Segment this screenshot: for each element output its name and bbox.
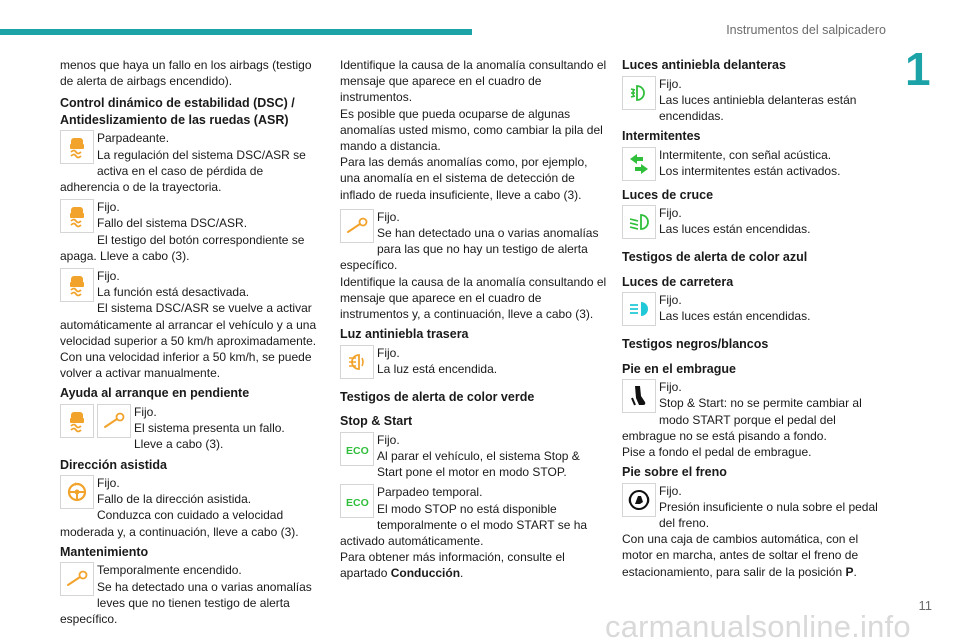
ss2-desc: El modo STOP no está disponible temporalmente o el modo START se ha activado automáticamente. xyxy=(340,501,588,548)
svg-text:ECO: ECO xyxy=(346,497,369,510)
hill-action: Lleve a cabo (3). xyxy=(134,437,224,452)
page-number: 11 xyxy=(918,598,932,613)
foot-on-clutch-icon xyxy=(622,379,656,413)
park-position-label: P xyxy=(845,564,854,579)
low-beam-green-icon xyxy=(622,205,656,239)
heading-stop-start: Stop & Start xyxy=(340,414,413,429)
column-right xyxy=(622,57,890,584)
skid-car-amber-icon xyxy=(60,130,94,164)
heading-indicators: Intermitentes xyxy=(622,129,701,144)
stop-start-fixed-item xyxy=(340,432,608,481)
heading-blue-warnings: Testigos de alerta de color azul xyxy=(622,250,808,265)
wr-desc: Se han detectado una o varias anomalías para las que no hay un testigo de alerta específico. xyxy=(340,226,599,273)
dsc3-manual: Con una velocidad inferior a 50 km/h, se puede volver a activar manualmente. xyxy=(60,350,312,381)
anomaly-paragraph-1: Identifique la causa de la anomalía consultando el mensaje que aparece en el cuadro de instrumentos. xyxy=(340,58,607,105)
clutch-state: Fijo. xyxy=(659,380,682,395)
heading-dsc: Control dinámico de estabilidad (DSC) / Antideslizamiento de las ruedas (ASR) xyxy=(60,96,295,127)
brake-desc: Presión insuficiente o nula sobre el pedal del freno. xyxy=(659,499,878,531)
rearfog-desc: La luz está encendida. xyxy=(377,361,498,376)
rear-fog-light-amber-icon xyxy=(340,345,374,379)
heading-green-warnings: Testigos de alerta de color verde xyxy=(340,389,535,404)
maintenance-fixed-item xyxy=(340,209,608,322)
heading-power-steering: Dirección asistida xyxy=(60,457,167,472)
dsc2-action: El testigo del botón correspondiente se apaga. Lleve a cabo (3). xyxy=(60,232,305,263)
wrench-amber-icon xyxy=(60,562,94,596)
dsc3-desc: La función está desactivada. xyxy=(97,285,250,300)
dsc1-desc: La regulación del sistema DSC/ASR se activa en el caso de pérdida de adherencia o de la trayectoria. xyxy=(60,147,306,195)
ss1-desc: Al parar el vehículo, el sistema Stop & Start pone el motor en modo STOP. xyxy=(377,448,580,480)
maint-desc: Se ha detectado una o varias anomalías leves que no tienen testigo de alerta específico. xyxy=(60,579,312,626)
ss2-state: Parpadeo temporal. xyxy=(377,485,483,500)
dsc-off-item xyxy=(60,268,322,381)
low-desc: Las luces están encendidas. xyxy=(659,222,811,237)
dsc3-reactivation: El sistema DSC/ASR se vuelve a activar automáticamente al arrancar el vehículo y a una velocidad superior a 50 km/h aproximadamente. xyxy=(60,301,317,348)
anomaly-paragraph-2: Es posible que pueda ocuparse de algunas anomalías usted mismo, como cambiar la pila del mando a distancia. xyxy=(340,106,603,154)
chapter-number: 1 xyxy=(905,43,931,95)
frontfog-desc: Las luces antiniebla delanteras están encendidas. xyxy=(659,92,857,123)
wrench-amber-icon xyxy=(97,404,131,438)
clutch-action: Pise a fondo el pedal de embrague. xyxy=(622,444,812,459)
steer-desc: Fallo de la dirección asistida. xyxy=(97,492,252,507)
steer-state: Fijo. xyxy=(97,476,120,491)
heading-hill-start: Ayuda al arranque en pendiente xyxy=(60,386,250,401)
dsc1-state: Parpadeante. xyxy=(97,131,170,146)
indicators-item xyxy=(622,147,890,183)
section-title: Instrumentos del salpicadero xyxy=(726,23,886,37)
hill-state: Fijo. xyxy=(134,404,157,419)
ind-desc: Los intermitentes están activados. xyxy=(659,163,841,178)
high-beam-item xyxy=(622,292,890,328)
heading-high-beam: Luces de carretera xyxy=(622,274,734,289)
high-state: Fijo. xyxy=(659,293,682,308)
wr-action: Identifique la causa de la anomalía consultando el mensaje que aparece en el cuadro de instrumentos y, a continuación, lleve a cabo (3). xyxy=(340,274,607,322)
watermark-text: carmanualsonline.info xyxy=(605,609,911,640)
eco-green-icon xyxy=(340,484,374,518)
driving-chapter-reference: Conducción xyxy=(390,566,461,581)
wr-state: Fijo. xyxy=(377,209,400,224)
low-state: Fijo. xyxy=(659,206,682,221)
heading-foot-on-clutch: Pie en el embrague xyxy=(622,361,736,376)
dsc3-state: Fijo. xyxy=(97,269,120,284)
clutch-item xyxy=(622,379,890,460)
front-fog-item xyxy=(622,76,890,125)
turn-signal-arrows-green-icon xyxy=(622,147,656,181)
brake-item xyxy=(622,483,890,580)
brake-action: Con una caja de cambios automática, con el motor en marcha, antes de soltar el freno de estacionamiento, para salir de la posición P. xyxy=(622,532,859,579)
dsc2-desc: Fallo del sistema DSC/ASR. xyxy=(97,216,248,231)
heading-maintenance: Mantenimiento xyxy=(60,544,149,559)
skid-car-amber-icon xyxy=(60,404,94,438)
column-middle xyxy=(340,57,608,586)
dsc-flashing-item xyxy=(60,130,322,195)
rear-fog-item xyxy=(340,345,608,381)
heading-front-fog: Luces antiniebla delanteras xyxy=(622,58,786,72)
ss1-state: Fijo. xyxy=(377,432,400,447)
frontfog-state: Fijo. xyxy=(659,76,682,91)
ind-state: Intermitente, con señal acústica. xyxy=(659,147,832,162)
heading-low-beam: Luces de cruce xyxy=(622,187,714,202)
ss2-reference: Para obtener más información, consulte el apartado Conducción. xyxy=(340,550,565,581)
svg-text:!: ! xyxy=(75,482,77,489)
foot-on-brake-icon xyxy=(622,483,656,517)
high-beam-blue-icon xyxy=(622,292,656,326)
heading-foot-on-brake: Pie sobre el freno xyxy=(622,465,727,480)
brake-state: Fijo. xyxy=(659,483,682,498)
stop-start-flashing-item xyxy=(340,484,608,581)
svg-text:ECO: ECO xyxy=(346,444,369,457)
skid-car-amber-icon xyxy=(60,199,94,233)
steering-wheel-amber-icon xyxy=(60,475,94,509)
maintenance-item xyxy=(60,562,322,627)
wrench-amber-icon xyxy=(340,209,374,243)
high-desc: Las luces están encendidas. xyxy=(659,309,811,324)
skid-car-off-amber-icon xyxy=(60,268,94,302)
column-left xyxy=(60,57,322,631)
header-accent-bar xyxy=(0,29,472,35)
power-steering-item xyxy=(60,475,322,540)
heading-rear-fog: Luz antiniebla trasera xyxy=(340,327,469,342)
steer-action: Conduzca con cuidado a velocidad moderada y, a continuación, lleve a cabo (3). xyxy=(60,508,299,539)
intro-text: menos que haya un fallo en los airbags (testigo de alerta de airbags encendido). xyxy=(60,58,312,89)
hill-start-item xyxy=(60,404,322,453)
eco-green-icon xyxy=(340,432,374,466)
maint-state: Temporalmente encendido. xyxy=(97,563,242,578)
clutch-desc: Stop & Start: no se permite cambiar al modo START porque el pedal del embrague no se está pisando a fondo. xyxy=(622,396,862,443)
dsc2-state: Fijo. xyxy=(97,200,120,215)
dsc-fixed-item xyxy=(60,199,322,264)
hill-desc: El sistema presenta un fallo. xyxy=(134,421,285,436)
heading-black-white-warnings: Testigos negros/blancos xyxy=(622,337,769,352)
front-fog-light-green-icon xyxy=(622,76,656,110)
low-beam-item xyxy=(622,205,890,241)
anomaly-paragraph-3: Para las demás anomalías como, por ejemplo, una anomalía en el sistema de detección de inflado de rueda insuficiente, lleve a cabo (3). xyxy=(340,155,588,202)
rearfog-state: Fijo. xyxy=(377,345,400,360)
